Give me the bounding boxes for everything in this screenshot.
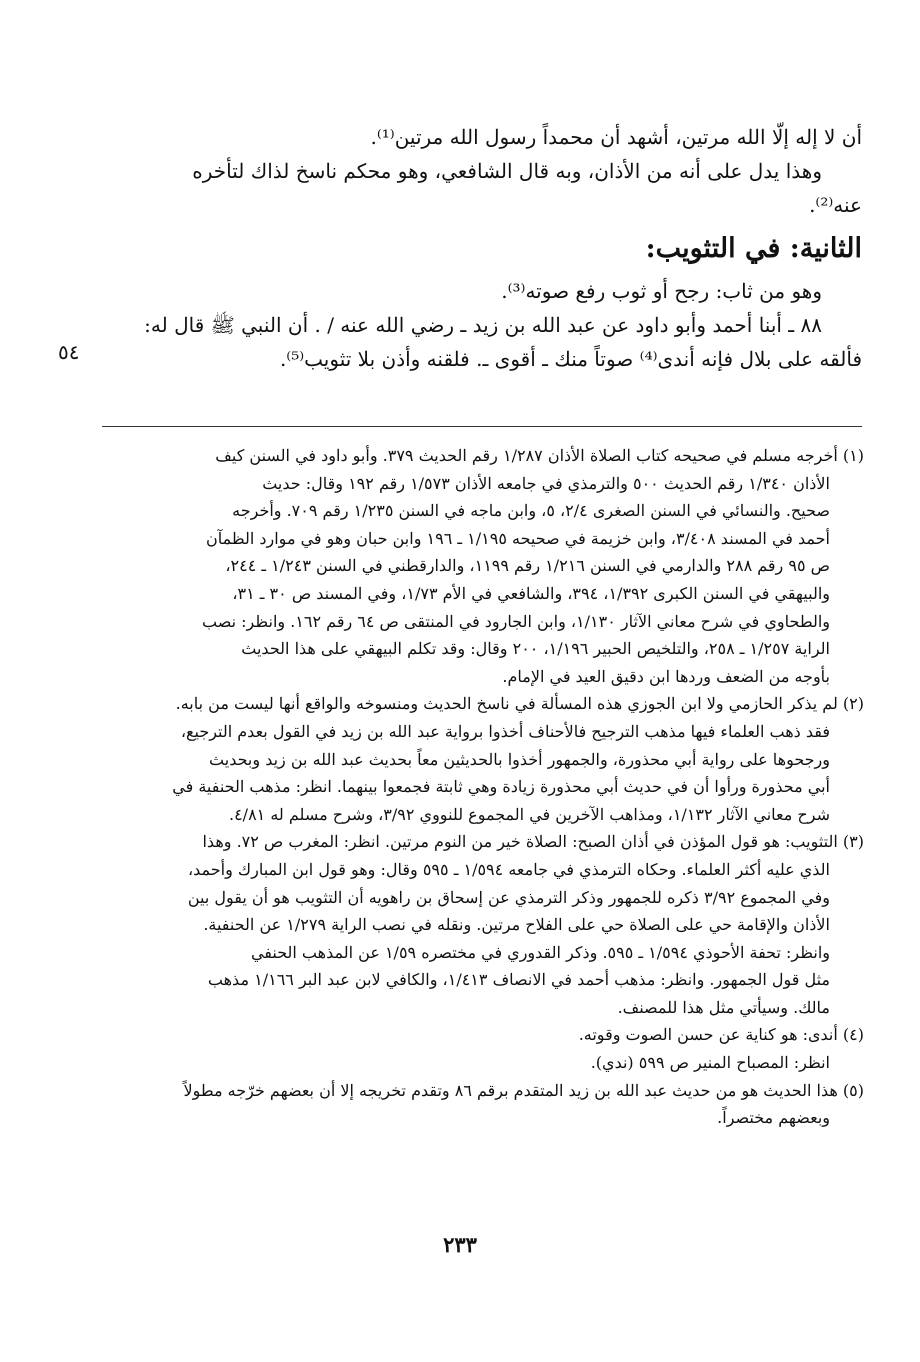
- footnotes: [74, 442, 864, 1132]
- footnote-line: الأذان والإقامة حي على الصلاة حي على الفلاح مرتين. ونقله في نصب الراية ١/٢٧٩ عن الحنفية.: [203, 915, 830, 935]
- section-title: الثانية: في التثويب:: [645, 233, 862, 264]
- footnote-line: وبعضهم مختصراً.: [717, 1108, 830, 1128]
- footnote-line: مثل قول الجمهور. وانظر: مذهب أحمد في الانصاف ١/٤١٣، والكافي لابن عبد البر ١/١٦٦ مذهب: [207, 970, 830, 990]
- main-line: وهو من ثاب: رجح أو ثوب رفع صوته⁽³⁾.: [501, 279, 822, 303]
- footnote-line: شرح معاني الآثار ١/١٣٢، ومذاهب الآخرين في المجموع للنووي ٣/٩٢، وشرح مسلم له ٤/٨١.: [228, 804, 830, 824]
- hadith-line: فألقه على بلال فإنه أندى⁽⁴⁾ صوتاً منك ـ أقوى ـ. فلقنه وأذن بلا تثويب⁽⁵⁾.: [279, 347, 862, 371]
- footnote-line: (٢) لم يذكر الحازمي ولا ابن الجوزي هذه المسألة في ناسخ الحديث ومنسوخه والواقع أنها ليست من بابه.: [175, 694, 864, 714]
- hadith-line: ٨٨ ـ أبنا أحمد وأبو داود عن عبد الله بن زيد ـ رضي الله عنه / . أن النبي ﷺ قال له:: [144, 313, 822, 337]
- footnote-line: (٣) التثويب: هو قول المؤذن في أذان الصبح: الصلاة خير من النوم مرتين. انظر: المغرب ص ٧٢. وهذا: [202, 832, 864, 852]
- margin-folio-number: ٥٤: [58, 340, 80, 364]
- footnote-line: انظر: المصباح المنير ص ٥٩٩ (ندي).: [590, 1053, 830, 1073]
- footnote-line: ورجحوها على رواية أبي محذورة، والجمهور أخذوا بالحديثين معاً بحديث عبد الله بن زيد وبحديث: [209, 749, 830, 769]
- footnote-line: فقد ذهب العلماء فيها مذهب الترجيح فالأحناف أخذوا برواية عبد الله بن زيد في القول بعدم الترجيع،: [180, 721, 830, 741]
- footnote-line: أبي محذورة ورأوا أن في حديث أبي محذورة زيادة وهي ثابتة فجمعوا بينهما. انظر: مذهب الحنفية في: [172, 777, 830, 797]
- footnote-line: مالك. وسيأتي مثل هذا للمصنف.: [617, 997, 830, 1017]
- main-text: [102, 120, 862, 376]
- footnote-line: بأوجه من الضعف وردها ابن دقيق العيد في الإمام.: [502, 666, 830, 686]
- footnote-line: (٥) هذا الحديث هو من حديث عبد الله بن زيد المتقدم برقم ٨٦ وتقدم تخريجه إلا أن بعضهم خرّجه مطولاً: [183, 1080, 864, 1100]
- footnote-line: والطحاوي في شرح معاني الآثار ١/١٣٠، وابن الجارود في المنتقى ص ٦٤ رقم ١٦٢. وانظر: نصب: [202, 611, 830, 631]
- footnote-line: (٤) أندى: هو كناية عن حسن الصوت وقوته.: [578, 1025, 864, 1045]
- page-number: ٢٣٣: [443, 1232, 477, 1257]
- footnote-line: وانظر: تحفة الأحوذي ١/٥٩٤ ـ ٥٩٥. وذكر القدوري في مختصره ١/٥٩ عن المذهب الحنفي: [250, 942, 830, 962]
- footnote-line: الراية ١/٢٥٧ ـ ٢٥٨، والتلخيص الحبير ١/١٩٦، ٢٠٠ وقال: وقد تكلم البيهقي على هذا الحديث: [241, 639, 830, 659]
- main-line: أن لا إله إلّا الله مرتين، أشهد أن محمداً رسول الله مرتين⁽¹⁾.: [370, 125, 862, 149]
- main-line: وهذا يدل على أنه من الأذان، وبه قال الشافعي، وهو محكم ناسخ لذاك لتأخره: [192, 159, 822, 183]
- footnote-divider: [102, 426, 862, 427]
- footnote-line: ص ٩٥ رقم ٢٨٨ والدارمي في السنن ١/٢١٦ رقم ١١٩٩، والدارقطني في السنن ١/٢٤٣ ـ ٢٤٤،: [225, 556, 830, 576]
- footnote-line: والبيهقي في السنن الكبرى ١/٣٩٢، ٣٩٤، والشافعي في الأم ١/٧٣، وفي المسند ص ٣٠ ـ ٣١،: [232, 583, 830, 603]
- footnote-line: صحيح. والنسائي في السنن الصغرى ٢/٤، ٥، وابن ماجه في السنن ١/٢٣٥ رقم ٧٠٩. وأخرجه: [232, 501, 830, 521]
- footnote-line: أحمد في المسند ٣/٤٠٨، وابن خزيمة في صحيحه ١/١٩٥ ـ ١٩٦ وابن حبان وهو في موارد الظمآن: [205, 528, 830, 548]
- footnote-line: (١) أخرجه مسلم في صحيحه كتاب الصلاة الأذان ١/٢٨٧ رقم الحديث ٣٧٩. وأبو داود في السنن كيف: [215, 446, 864, 465]
- footnote-line: الأذان ١/٣٤٠ رقم الحديث ٥٠٠ والترمذي في جامعه الأذان ١/٥٧٣ رقم ١٩٢ وقال: حديث: [262, 473, 830, 493]
- main-line: عنه⁽²⁾.: [809, 193, 862, 217]
- footnote-line: وفي المجموع ٣/٩٢ ذكره للجمهور وذكر الترمذي عن إسحاق بن راهويه أن التثويب هو أن يقول بين: [187, 887, 830, 907]
- footnote-line: الذي عليه أكثر العلماء. وحكاه الترمذي في جامعه ١/٥٩٤ ـ ٥٩٥ وقال: وهو قول ابن المبارك وأحمد،: [187, 859, 830, 879]
